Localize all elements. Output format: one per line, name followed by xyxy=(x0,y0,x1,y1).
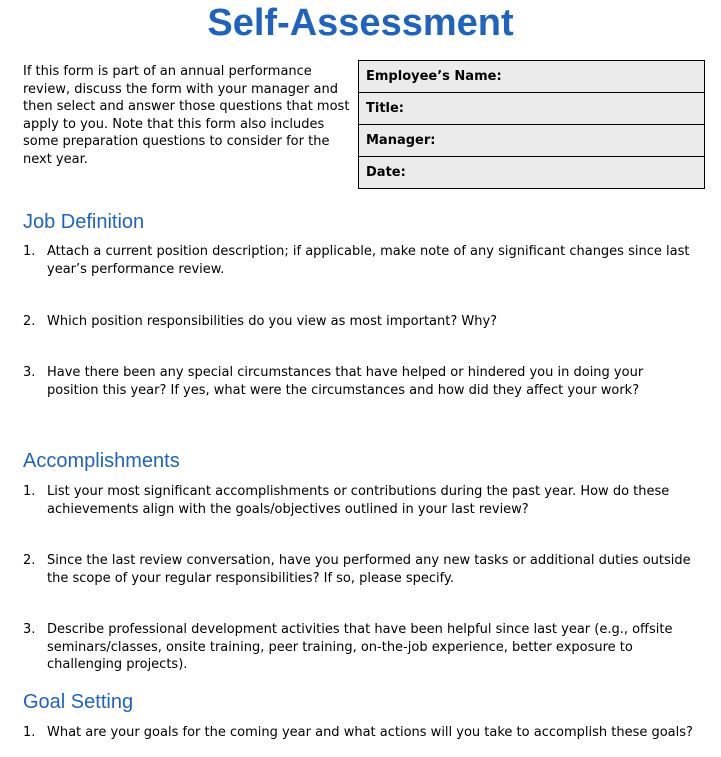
question-item xyxy=(23,483,695,518)
question-text: Describe professional development activities that have been helpful since last year (e.g., offsite seminars/classes, onsite training, peer training, on-the-job experience, better exposure to challenging projects). xyxy=(47,622,673,672)
question-item xyxy=(23,552,695,587)
title-field[interactable]: Title: xyxy=(359,93,705,125)
employee-info-table xyxy=(358,60,705,189)
section-heading-goal-setting: Goal Setting xyxy=(23,691,134,713)
date-field[interactable]: Date: xyxy=(359,157,705,189)
question-item xyxy=(23,243,695,278)
question-text: Attach a current position description; if applicable, make note of any significant changes since last year’s performance review. xyxy=(47,244,690,277)
question-item xyxy=(23,621,695,674)
info-row-title xyxy=(359,93,705,125)
question-number: 1. xyxy=(23,725,36,740)
manager-field[interactable]: Manager: xyxy=(359,125,705,157)
section-heading-job-definition: Job Definition xyxy=(23,211,145,233)
question-item xyxy=(23,724,695,742)
info-row-date xyxy=(359,157,705,189)
question-number: 2. xyxy=(23,553,36,568)
info-row-employee-name xyxy=(359,61,705,93)
question-text: Have there been any special circumstances that have helped or hindered you in doing your position this year? If yes, what were the circumstances and how did they affect your work? xyxy=(47,365,644,398)
question-number: 3. xyxy=(23,622,36,637)
intro-paragraph: If this form is part of an annual performance review, discuss the form with your manager and then select and answer those questions that most apply to you. Note that this form also includes some preparation questions to consider for the next year. xyxy=(23,64,350,167)
question-text: What are your goals for the coming year and what actions will you take to accomplish these goals? xyxy=(47,725,693,740)
section-heading-accomplishments: Accomplishments xyxy=(23,450,180,472)
question-number: 2. xyxy=(23,314,36,329)
question-text: Since the last review conversation, have you performed any new tasks or additional duties outside the scope of your regular responsibilities? If so, please specify. xyxy=(47,553,691,586)
question-number: 1. xyxy=(23,244,36,259)
question-item xyxy=(23,313,695,331)
page-title: Self-Assessment xyxy=(207,2,514,44)
info-row-manager xyxy=(359,125,705,157)
question-item xyxy=(23,364,695,399)
question-text: List your most significant accomplishments or contributions during the past year. How do these achievements align with the goals/objectives outlined in your last review? xyxy=(47,484,670,517)
question-text: Which position responsibilities do you view as most important? Why? xyxy=(47,314,498,329)
employee-name-field[interactable]: Employee’s Name: xyxy=(359,61,705,93)
question-number: 3. xyxy=(23,365,36,380)
question-number: 1. xyxy=(23,484,36,499)
